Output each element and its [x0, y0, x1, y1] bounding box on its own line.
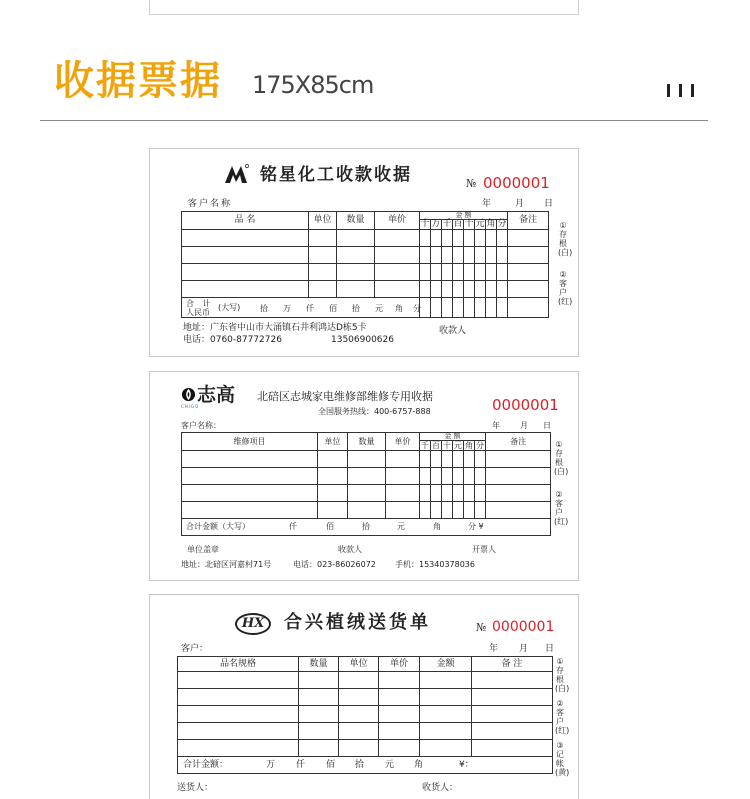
address: 地址：广东省中山市大涌镇石井利鸿达D栋5卡: [183, 323, 367, 333]
mobile: 手机：15340378036: [395, 560, 475, 569]
total-row: [178, 757, 553, 774]
col-header-amount: 金 额: [420, 433, 486, 441]
side-note-ledger: ③记帐(黄): [555, 741, 570, 777]
hx-logo-icon: HX: [235, 613, 271, 635]
digit-label: 元: [454, 440, 462, 450]
unit-bai: 佰: [326, 760, 336, 770]
unit-fen-yen: 分 ¥: [468, 522, 484, 531]
digit-label: 万: [431, 219, 441, 229]
table-row[interactable]: [178, 706, 553, 723]
digit-label: 千: [442, 219, 452, 229]
unit-bai: 佰: [329, 304, 337, 313]
col-header-qty: 数量: [348, 433, 386, 451]
unit-shi2: 拾: [352, 304, 360, 313]
digit-label: 分: [497, 219, 507, 229]
unit-wan: 万: [283, 304, 291, 313]
total-row: [182, 298, 549, 318]
unit-qian: 仟: [306, 304, 314, 313]
unit-wan: 万: [266, 760, 276, 770]
side-note-stub: ①存根(白): [554, 440, 569, 476]
table-row[interactable]: [182, 485, 551, 502]
unit-shi: 拾: [260, 304, 268, 313]
unit-qian: 仟: [296, 760, 306, 770]
unit-shi: 拾: [362, 522, 370, 531]
col-header-remark: 备注: [486, 433, 551, 451]
receipt-title: 合兴植绒送货单: [284, 612, 431, 633]
hotline: 全国服务热线：400-6757-888: [318, 407, 431, 416]
side-note-stub: ①存根(白): [555, 657, 570, 693]
total-label: 合计金额：: [183, 760, 229, 770]
receipt-title: 铭星化工收款收据: [260, 165, 412, 185]
mx-logo-icon: [223, 163, 249, 185]
col-header-amount: 金 额: [420, 212, 508, 220]
unit-bai: 佰: [326, 522, 334, 531]
digit-label: 分: [476, 440, 485, 450]
items-table: [181, 211, 549, 318]
unit-jiao: 角: [414, 760, 424, 770]
brand-sub: CHIGO: [181, 404, 200, 409]
issuer-label: 开票人: [472, 545, 496, 554]
month-label: 月: [519, 644, 529, 654]
side-note-customer: ②客户(红): [555, 699, 570, 735]
table-row[interactable]: [178, 740, 553, 757]
digit-label: 千: [421, 440, 429, 450]
side-note-stub: ①存根(白): [558, 221, 573, 257]
receipt-title: 北碚区志城家电维修部维修专用收据: [257, 390, 433, 403]
year-label: 年: [482, 199, 492, 209]
digit-label: 百: [432, 440, 440, 450]
month-label: 月: [515, 199, 525, 209]
table-row[interactable]: [182, 264, 549, 281]
digit-label: 元: [475, 219, 485, 229]
total-label: 合 计: [186, 299, 214, 308]
unit-yuan: 元: [397, 522, 405, 531]
table-row[interactable]: [178, 689, 553, 706]
unit-yuan: 元: [385, 760, 395, 770]
customer-label: 客户名称：: [181, 421, 221, 430]
total-daxie: (大写): [218, 303, 241, 312]
payee-label: 收款人: [338, 545, 362, 554]
chigo-logo-icon: [181, 387, 196, 402]
col-header-remark: 备 注: [472, 657, 553, 672]
col-header-unit: 单位: [339, 657, 379, 672]
receipt-hexing: [149, 594, 579, 799]
unit-jiao: 角: [433, 522, 441, 531]
digit-label: 百: [453, 219, 463, 229]
unit-yen: ¥：: [459, 760, 474, 770]
col-header-price: 单价: [375, 212, 420, 230]
digit-label: 角: [465, 440, 473, 450]
unit-shi: 拾: [355, 760, 365, 770]
size-label: 175X85cm: [252, 71, 374, 99]
table-row[interactable]: [182, 468, 551, 485]
col-header-unit: 单位: [318, 433, 348, 451]
table-row[interactable]: [182, 451, 551, 468]
page-title: 收据票据: [54, 58, 222, 104]
day-label: 日: [544, 199, 554, 209]
unit-qian: 仟: [289, 522, 297, 531]
side-note-customer: ②客户(红): [554, 490, 569, 526]
table-row[interactable]: [182, 230, 549, 247]
unit-yuan: 元: [375, 304, 383, 313]
col-header-qty: 数量: [337, 212, 375, 230]
col-header-spec: 品名规格: [178, 657, 299, 672]
payee-label: 收款人: [439, 326, 467, 336]
digit-label: 十: [464, 219, 474, 229]
digit-label: 十: [443, 440, 451, 450]
unit-jiao: 角: [395, 304, 403, 313]
items-table: [177, 656, 553, 774]
phone: 电话：023-86026072: [293, 560, 376, 569]
table-row[interactable]: [182, 247, 549, 264]
table-row[interactable]: [178, 723, 553, 740]
year-label: 年: [489, 644, 499, 654]
address: 地址：北碚区河嘉村71号: [181, 560, 272, 569]
digit-label: 十: [420, 219, 430, 229]
col-header-unit: 单位: [309, 212, 337, 230]
col-header-qty: 数量: [299, 657, 339, 672]
decorative-bars-icon: [667, 84, 697, 98]
unit-fen: 分: [413, 304, 421, 313]
number-prefix: №: [466, 177, 477, 190]
month-label: 月: [520, 421, 528, 430]
brand-name: 志高: [197, 384, 236, 406]
total-row: [182, 519, 551, 536]
receipt-number: 0000001: [483, 174, 550, 192]
col-header-remark: 备注: [508, 212, 549, 230]
side-note-customer: ②客户(红): [558, 270, 573, 306]
col-header-price: 单价: [379, 657, 420, 672]
table-row[interactable]: [182, 281, 549, 298]
number-prefix: №: [476, 621, 487, 634]
total-label: 合计金额（大写）: [186, 522, 250, 531]
day-label: 日: [545, 644, 555, 654]
sender-label: 送货人：: [177, 783, 214, 793]
header-divider: [40, 120, 708, 121]
table-row[interactable]: [178, 672, 553, 689]
day-label: 日: [543, 421, 551, 430]
mobile: 13506900626: [331, 335, 394, 345]
total-label-rmb: 人民币: [186, 308, 210, 317]
previous-receipt-edge: [149, 0, 579, 15]
year-label: 年: [492, 421, 500, 430]
col-header-name: 品 名: [182, 212, 309, 230]
col-header-amount: 金额: [420, 657, 472, 672]
receiver-label: 收货人：: [422, 783, 459, 793]
items-table: [181, 432, 551, 536]
receipt-number: 0000001: [492, 396, 559, 414]
digit-label: 角: [486, 219, 496, 229]
phone: 电话：0760-87772726: [183, 335, 282, 345]
col-header-price: 单价: [386, 433, 420, 451]
receipt-chigo: [149, 371, 579, 581]
customer-label: 客户：: [181, 644, 209, 654]
customer-label: 客户名称: [188, 199, 233, 209]
stamp-label: 单位盖章: [187, 545, 219, 554]
col-header-item: 维修项目: [182, 433, 318, 451]
receipt-number: 0000001: [492, 619, 555, 635]
table-row[interactable]: [182, 502, 551, 519]
receipt-mingxing: [149, 148, 579, 357]
